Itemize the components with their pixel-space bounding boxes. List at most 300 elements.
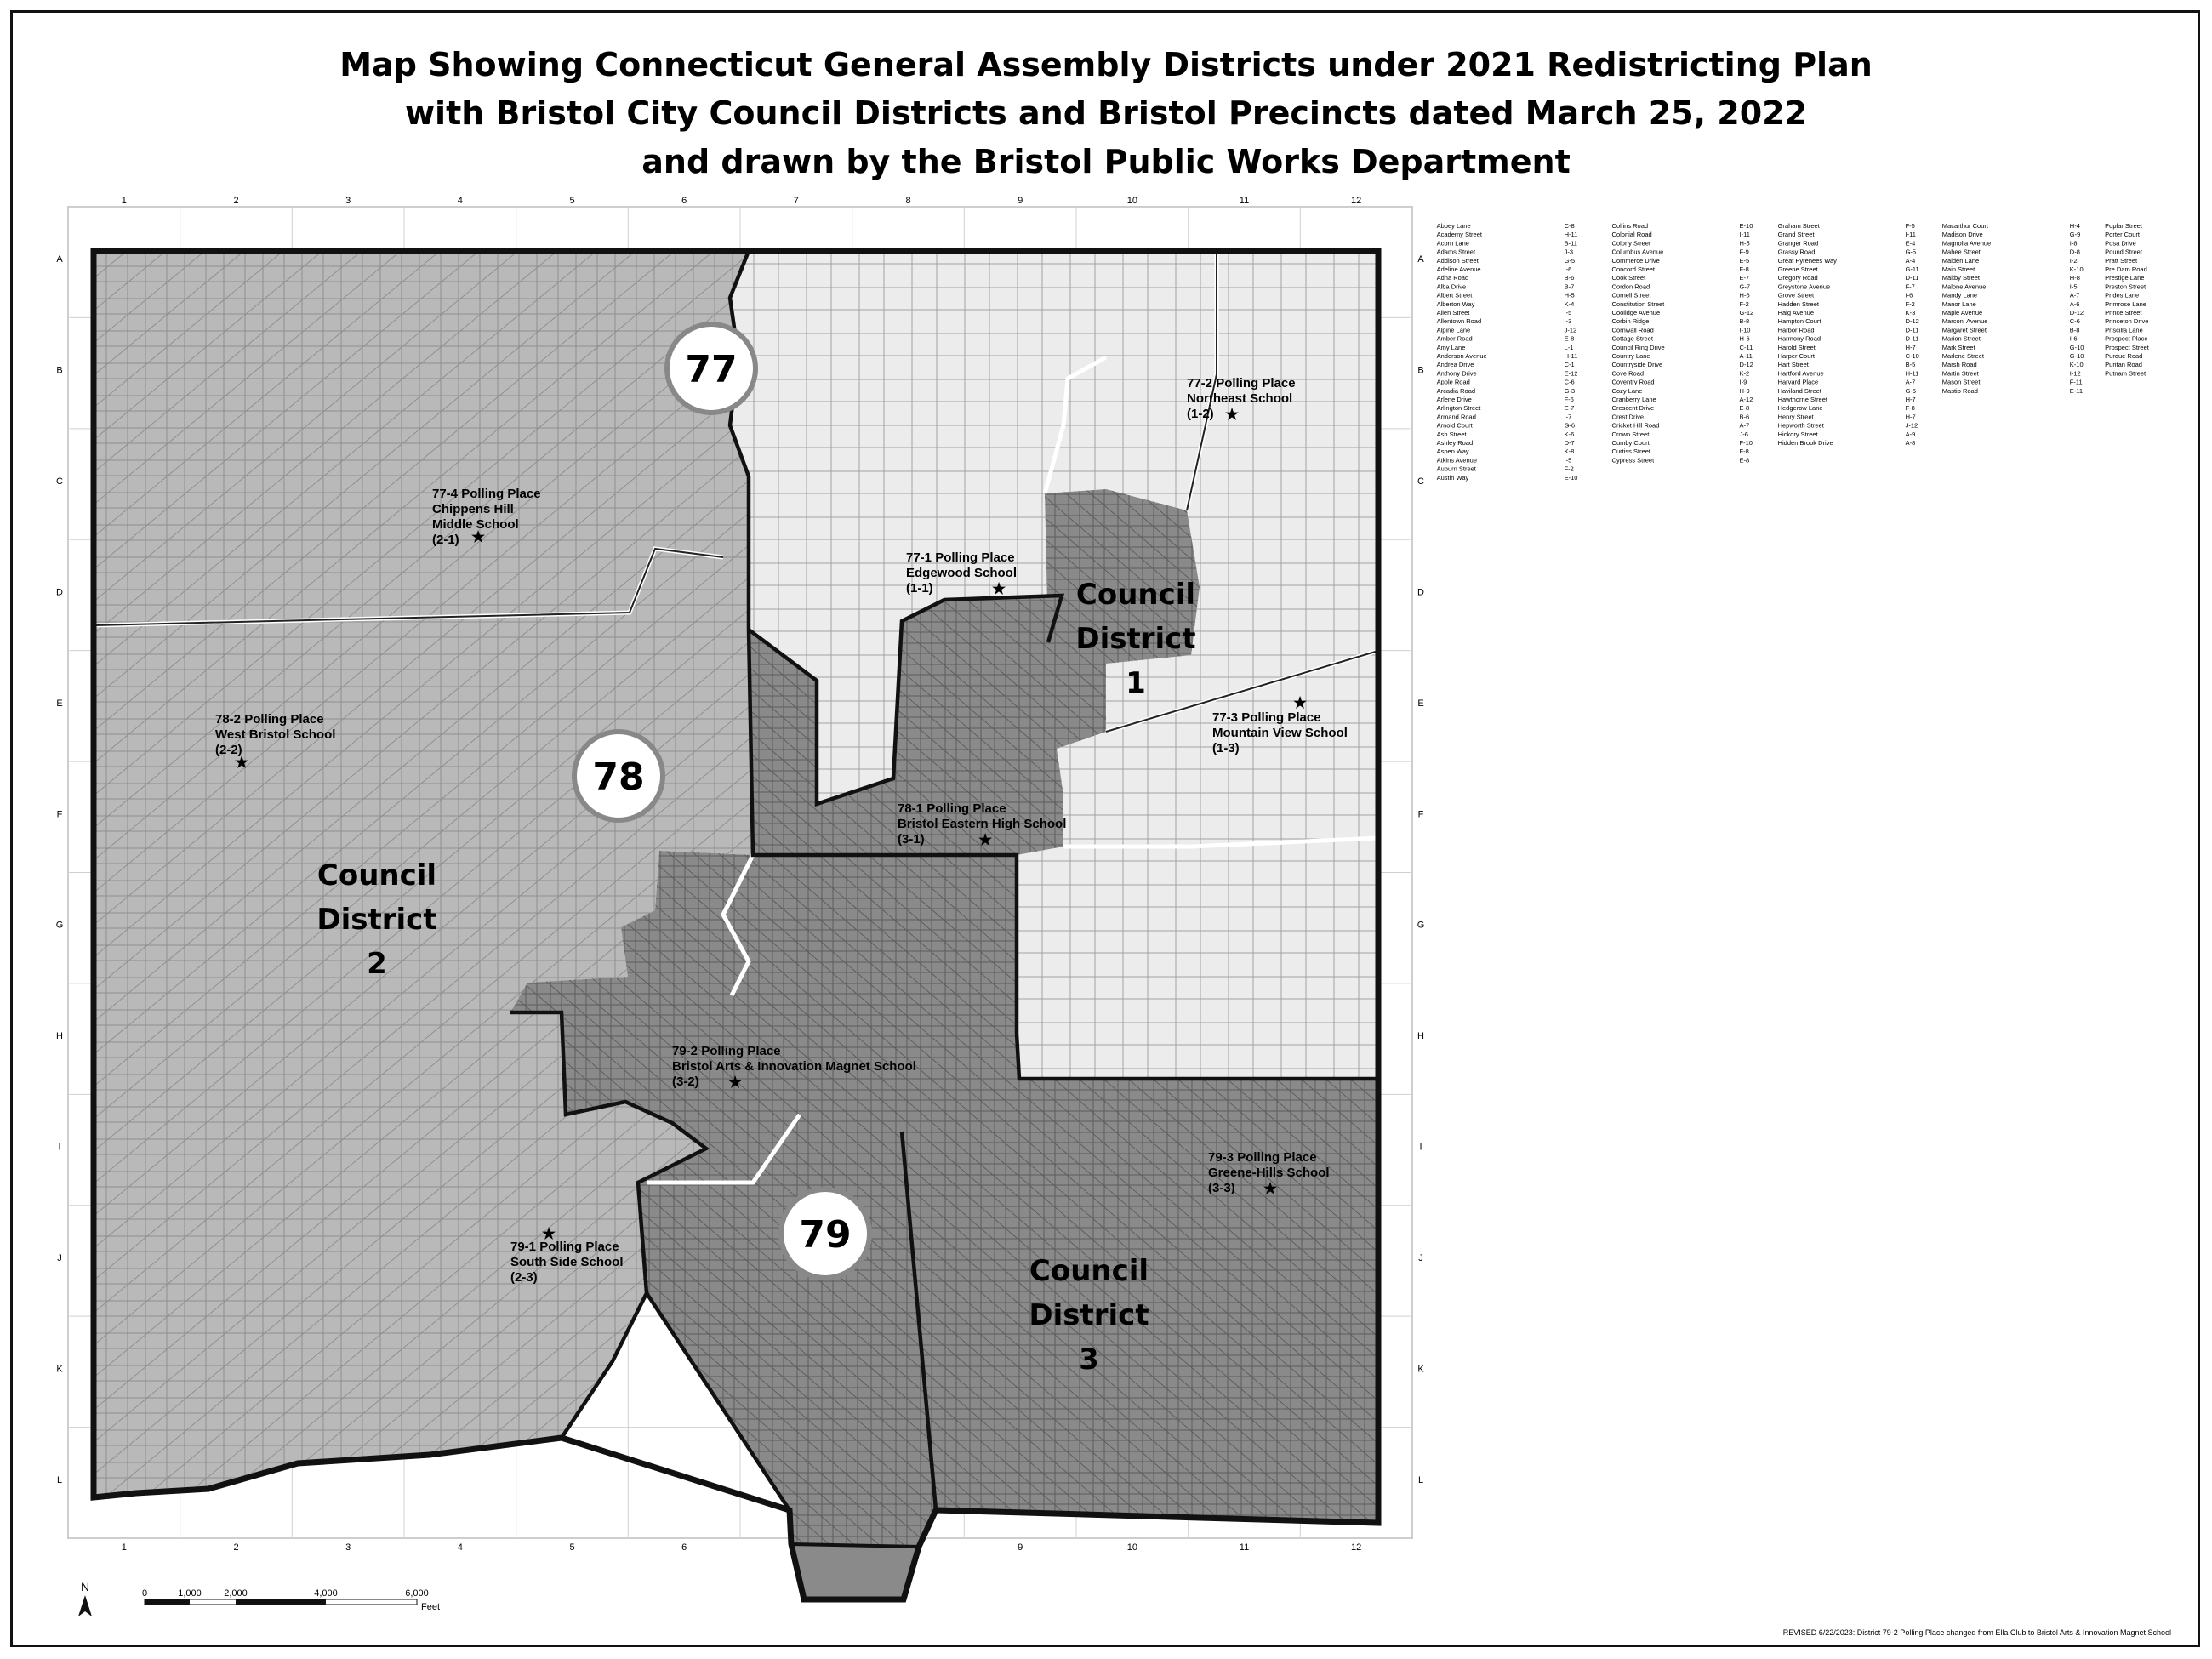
street-index-name: Andrea Drive [1436,361,1474,369]
street-index-name: Preston Street [2105,282,2146,291]
star-marker-icon: ★ [1263,1180,1278,1197]
pp-77-2-line-2: Northeast School [1187,391,1293,406]
grid-row-label: I [1419,1142,1422,1153]
grid-row-label: B [56,365,63,376]
grid-column-label: 11 [1239,1542,1250,1553]
north-arrow-icon [78,1580,92,1616]
pp-77-4-line-3: Middle School [432,517,519,532]
street-index-name: Madison Drive [1941,231,1983,239]
assembly-district-79-label: 79 [799,1213,852,1257]
pp-78-2-line-3: (2-2) [215,743,242,757]
pp-79-1-line-2: South Side School [510,1255,624,1269]
street-index-grid-ref: A-6 [2069,299,2080,308]
grid-row-label: F [1417,809,1424,820]
pp-77-4-line-4: (2-1) [432,533,459,547]
grid-column-label: 10 [1126,196,1137,206]
assembly-district-78 [574,732,663,820]
street-index-name: Great Pyrenees Way [1777,256,1837,265]
street-index-name: Alpine Lane [1436,326,1471,334]
grid-column-label: 6 [681,1542,687,1553]
street-index-name: Adams Street [1436,248,1476,256]
street-index-name: Ash Street [1436,430,1467,438]
street-index-name: Greystone Avenue [1777,282,1831,291]
street-index-grid-ref: K-8 [1564,448,1575,456]
street-index-name: Hampton Court [1777,317,1821,326]
street-index-grid-ref: G-10 [2069,343,2084,351]
street-index-name: Prestige Lane [2105,274,2145,282]
street-index-name: Prospect Street [2105,343,2149,351]
pp-79-2-line-2: Bristol Arts & Innovation Magnet School [672,1059,916,1074]
grid-column-label: 3 [345,1542,351,1553]
pp-77-3-line-2: Mountain View School [1212,726,1348,740]
pp-78-1-line-3: (3-1) [898,832,925,847]
street-index-grid-ref: H-5 [1739,239,1750,248]
revision-note: REVISED 6/22/2023: District 79-2 Polling Place changed from Ella Club to Bristol Arts & Innovation Magnet School [1782,1628,2171,1637]
street-index-name: Hadden Street [1777,299,1819,308]
street-index-name: Marsh Road [1941,361,1977,369]
street-index-grid-ref: A-7 [1905,378,1916,386]
street-index-grid-ref: E-10 [1564,473,1578,482]
street-index-grid-ref: C-11 [1739,343,1753,351]
street-index-name: Concord Street [1611,265,1656,273]
grid-column-label: 5 [569,1542,575,1553]
street-index-name: Harbor Road [1777,326,1815,334]
street-index-name: Acorn Lane [1436,239,1469,248]
pp-77-2-line-1: 77-2 Polling Place [1187,376,1296,391]
street-index-name: Crown Street [1611,430,1650,438]
grid-row-label: H [56,1031,63,1042]
grid-row-label: E [1417,698,1424,709]
street-index-grid-ref: A-9 [1905,430,1916,438]
street-index-grid-ref: I-5 [1564,309,1572,316]
street-index-grid-ref: D-11 [1905,274,1919,282]
street-index-name: Haviland Street [1777,386,1821,395]
street-index-name: Grassy Road [1777,248,1816,256]
street-index-grid-ref: D-12 [2069,309,2084,316]
street-index-name: Macarthur Court [1941,222,1988,230]
pp-79-3-line-2: Greene-Hills School [1208,1166,1330,1180]
street-index-grid-ref: K-10 [2069,265,2084,273]
pp-77-4-line-1: 77-4 Polling Place [432,487,541,501]
street-index-grid-ref: C-10 [1905,352,1919,360]
street-index-grid-ref: A-7 [2069,291,2080,299]
grid-row-label: F [56,809,63,820]
street-index-grid-ref: B-5 [1905,361,1916,369]
street-index-grid-ref: B-8 [1739,317,1750,326]
council-district-2-line-3: 2 [367,947,387,981]
street-index-grid-ref: G-7 [1739,282,1751,291]
street-index-name: Pound Street [2105,248,2142,256]
pp-77-3-line-3: (1-3) [1212,741,1240,755]
street-index-name: Amber Road [1436,334,1473,343]
street-index-name: Constitution Street [1611,299,1665,308]
street-index-name: Purdue Road [2105,352,2143,360]
street-index-name: Alberton Way [1436,299,1475,308]
street-index-grid-ref: F-8 [1739,265,1749,273]
street-index-name: Margaret Street [1941,326,1987,334]
street-index-name: Countryside Drive [1611,361,1663,369]
street-index-name: Alba Drive [1436,282,1467,291]
pp-78-2-line-2: West Bristol School [215,727,336,742]
street-index-grid-ref: F-2 [1905,299,1915,308]
street-index-grid-ref: I-9 [1739,378,1747,386]
street-index-name: Commerce Drive [1611,256,1660,265]
street-index-grid-ref: G-5 [1564,256,1576,265]
street-index-name: Grove Street [1777,291,1815,299]
street-index-name: Addison Street [1436,256,1479,265]
street-index-grid-ref: I-6 [1564,265,1572,273]
street-index-grid-ref: E-7 [1739,274,1750,282]
street-index-name: Coolidge Avenue [1611,309,1661,316]
grid-row-label: I [58,1142,61,1153]
street-index-name: Pre Dam Road [2105,265,2147,273]
street-index-grid-ref: F-7 [1905,282,1915,291]
star-marker-icon: ★ [978,831,993,848]
pp-77-1-line-2: Edgewood School [906,566,1017,580]
grid-row-label: C [56,476,63,487]
street-index-name: Hedgerow Lane [1777,404,1823,413]
street-index-name: Arlene Drive [1436,396,1472,403]
street-index-grid-ref: I-5 [2069,282,2078,291]
street-index-grid-ref: B-6 [1739,413,1750,421]
street-index-grid-ref: D-11 [1905,326,1919,334]
street-index-name: Apple Road [1436,378,1470,386]
street-index-name: Auburn Street [1436,465,1476,473]
street-index-name: Adeline Avenue [1436,265,1481,273]
grid-column-label: 6 [681,196,687,206]
street-index-grid-ref: H-4 [2069,222,2080,230]
pp-77-1-line-3: (1-1) [906,581,933,596]
street-index [1437,222,2212,482]
grid-column-label: 4 [457,1542,463,1553]
street-index-name: Abbey Lane [1436,222,1471,230]
grid-row-label: K [56,1364,63,1375]
pp-77-1-line-1: 77-1 Polling Place [906,550,1015,565]
street-index-name: Graham Street [1777,222,1820,230]
grid-column-label: 1 [121,196,127,206]
street-index-grid-ref: E-8 [1739,456,1750,465]
street-index-name: Magnolia Avenue [1941,239,1992,248]
street-index-grid-ref: A-4 [1905,256,1916,265]
street-index-name: Manor Lane [1941,299,1976,308]
street-index-name: Gregory Road [1777,274,1818,282]
street-index-grid-ref: K-10 [2069,361,2084,369]
street-index-grid-ref: H-5 [1564,291,1575,299]
star-marker-icon: ★ [235,754,249,771]
street-index-grid-ref: D-7 [1564,439,1575,447]
street-index-name: Henry Street [1777,413,1814,421]
grid-column-label: 10 [1126,1542,1137,1553]
street-index-name: Anderson Avenue [1436,352,1487,360]
street-index-grid-ref: E-8 [1739,404,1750,413]
grid-row-label: G [55,920,64,931]
pp-79-3-line-1: 79-3 Polling Place [1208,1150,1317,1165]
street-index-grid-ref: A-7 [1739,421,1750,430]
grid-column-label: 2 [233,196,239,206]
grid-column-label: 11 [1239,196,1250,206]
pp-77-3-line-1: 77-3 Polling Place [1212,710,1321,725]
grid-row-label: L [56,1474,63,1485]
street-index-grid-ref: I-6 [1905,291,1913,299]
street-index-name: Council Ring Drive [1611,343,1665,351]
street-index-name: Posa Drive [2105,239,2136,248]
street-index-name: Poplar Street [2105,222,2142,230]
street-index-name: Hawthorne Street [1777,396,1827,403]
title-line-3: and drawn by the Bristol Public Works Department [641,143,1571,180]
street-index-grid-ref: E-10 [1739,222,1753,230]
street-index-grid-ref: J-12 [1905,421,1918,430]
street-index-grid-ref: K-4 [1564,299,1575,308]
grid-column-label: 12 [1351,1542,1362,1553]
grid-row-label: A [1417,254,1424,265]
grid-column-label: 3 [345,196,351,206]
street-index-name: Mastio Road [1941,386,1978,395]
grid-column-label: 4 [457,196,463,206]
street-index-grid-ref: C-6 [2069,317,2080,326]
street-index-grid-ref: F-8 [1905,404,1915,413]
street-index-grid-ref: G-6 [1564,421,1576,430]
district-79-southern-extension [791,1544,919,1599]
street-index-grid-ref: F-11 [2069,378,2083,386]
council-district-2-line-2: District [316,903,437,937]
council-district-1-line-2: District [1075,622,1196,656]
street-index-grid-ref: I-12 [2069,369,2081,378]
street-index-name: Colonial Road [1611,231,1652,239]
street-index-grid-ref: K-2 [1739,369,1750,378]
street-index-grid-ref: I-8 [2069,239,2078,248]
grid-row-label: H [1417,1031,1424,1042]
street-index-name: Prides Lane [2105,291,2140,299]
street-index-grid-ref: D-8 [2069,248,2080,256]
pp-79-1-line-3: (2-3) [510,1270,538,1285]
street-index-grid-ref: H-11 [1564,352,1578,360]
street-index-name: Malone Avenue [1941,282,1987,291]
street-index-name: Amy Lane [1436,343,1466,351]
street-index-name: Hartford Avenue [1777,369,1824,378]
street-index-name: Cornwall Road [1611,326,1654,334]
street-index-grid-ref: H-6 [1739,334,1750,343]
grid-column-label: 8 [905,196,911,206]
grid-row-label: B [1417,365,1424,376]
street-index-grid-ref: E-8 [1564,334,1575,343]
pp-77-4-line-2: Chippens Hill [432,502,514,516]
grid-row-label: E [56,698,63,709]
street-index-name: Harper Court [1777,352,1815,360]
street-index-name: Haig Avenue [1777,309,1815,316]
street-index-grid-ref: B-6 [1564,274,1575,282]
star-marker-icon: ★ [1293,694,1308,711]
street-index-grid-ref: H-11 [1905,369,1919,378]
street-index-name: Cranberry Lane [1611,396,1656,403]
street-index-grid-ref: H-7 [1905,343,1916,351]
scale-label-2: 2,000 [224,1588,248,1599]
grid-row-label: D [1417,587,1424,598]
street-index-grid-ref: D-11 [1905,334,1919,343]
street-index-name: Granger Road [1777,239,1819,248]
street-index-grid-ref: D-12 [1905,317,1919,326]
star-marker-icon: ★ [1225,406,1240,423]
street-index-name: Ashley Road [1436,439,1474,447]
scale-unit: Feet [421,1602,441,1612]
street-index-name: Corbin Ridge [1611,317,1650,326]
grid-row-label: D [56,587,63,598]
street-index-name: Hidden Brook Drive [1777,439,1833,447]
street-index-name: Aspen Way [1436,448,1469,456]
grid-column-label: 2 [233,1542,239,1553]
grid-row-label: A [56,254,63,265]
street-index-name: Arnold Court [1436,421,1473,430]
grid-column-label: 9 [1018,1542,1023,1553]
street-index-name: Greene Street [1777,265,1818,273]
street-index-grid-ref: F-6 [1564,396,1574,403]
street-index-grid-ref: K-6 [1564,430,1575,438]
street-index-grid-ref: G-5 [1905,386,1917,395]
street-index-name: Martin Street [1941,369,1979,378]
street-index-grid-ref: I-10 [1739,326,1751,334]
street-index-grid-ref: E-4 [1905,239,1916,248]
street-index-name: Puritan Road [2105,361,2142,369]
street-index-name: Cypress Street [1611,456,1655,465]
scale-label-4: 6,000 [405,1588,429,1599]
title-line-1: Map Showing Connecticut General Assembly Districts under 2021 Redistricting Plan [339,46,1873,83]
star-marker-icon: ★ [992,580,1006,597]
street-index-name: Priscilla Lane [2105,326,2143,334]
street-index-grid-ref: I-7 [1564,413,1572,421]
pp-79-2-line-1: 79-2 Polling Place [672,1044,781,1058]
street-index-name: Colony Street [1611,239,1651,248]
street-index-name: Cornell Street [1611,291,1651,299]
council-district-1-line-1: Council [1075,578,1196,612]
street-index-grid-ref: G-3 [1564,386,1576,395]
grid-column-label: 12 [1351,196,1362,206]
pp-78-1-line-1: 78-1 Polling Place [898,801,1006,816]
pp-78-1-line-2: Bristol Eastern High School [898,817,1067,831]
grid-column-label: 9 [1018,196,1023,206]
assembly-district-79 [781,1189,869,1278]
street-index-name: Mark Street [1941,343,1975,351]
street-index-grid-ref: F-10 [1739,439,1753,447]
street-index-name: Anthony Drive [1436,369,1477,378]
street-index-name: Austin Way [1436,473,1469,482]
grid-column-label: 7 [793,196,799,206]
street-index-name: Academy Street [1436,231,1482,239]
scale-label-3: 4,000 [314,1588,338,1599]
street-index-name: Prospect Place [2105,334,2148,343]
street-index-grid-ref: L-1 [1564,343,1574,351]
street-index-grid-ref: A-8 [1905,439,1916,447]
street-index-grid-ref: I-6 [2069,334,2078,343]
street-index-name: Cozy Lane [1611,386,1643,395]
council-district-3-line-2: District [1029,1298,1149,1332]
street-index-grid-ref: I-11 [1905,231,1916,239]
street-index-grid-ref: C-8 [1564,222,1575,230]
council-district-1-line-3: 1 [1126,666,1146,700]
street-index-name: Country Lane [1611,352,1650,360]
pp-77-2-line-3: (1-2) [1187,407,1214,421]
street-index-name: Marconi Avenue [1941,317,1988,326]
street-index-grid-ref: H-11 [1564,231,1578,239]
street-index-grid-ref: C-1 [1564,361,1575,369]
street-index-name: Maiden Lane [1941,256,1980,265]
street-index-grid-ref: I-11 [1739,231,1750,239]
street-index-grid-ref: H-7 [1905,396,1916,403]
street-index-grid-ref: F-2 [1739,299,1749,308]
street-index-grid-ref: H-6 [1739,291,1750,299]
street-index-name: Harvard Place [1777,378,1819,386]
street-index-name: Cumby Court [1611,439,1650,447]
street-index-name: Curtiss Street [1611,448,1650,456]
street-index-name: Cordon Road [1611,282,1650,291]
street-index-name: Harmony Road [1777,334,1821,343]
street-index-grid-ref: A-12 [1739,396,1753,403]
north-label: N [80,1580,90,1593]
pp-79-1-line-1: 79-1 Polling Place [510,1240,619,1254]
scale-bar [142,1588,440,1612]
street-index-grid-ref: J-3 [1564,248,1574,256]
grid-row-label: J [1418,1252,1423,1263]
street-index-grid-ref: I-2 [2069,256,2078,265]
street-index-grid-ref: B-8 [2069,326,2080,334]
street-index-name: Allen Street [1436,309,1470,316]
street-index-name: Adna Road [1436,274,1469,282]
street-index-name: Collins Road [1611,222,1649,230]
street-index-name: Pratt Street [2105,256,2138,265]
street-index-grid-ref: E-5 [1739,256,1750,265]
street-index-grid-ref: K-3 [1905,309,1916,316]
street-index-name: Crescent Drive [1611,404,1655,413]
street-index-name: Columbus Avenue [1611,248,1664,256]
street-index-grid-ref: G-11 [1905,265,1919,273]
scale-label-1: 1,000 [178,1588,202,1599]
street-index-name: Arlington Street [1436,404,1481,413]
star-marker-icon: ★ [728,1074,743,1091]
street-index-grid-ref: H-9 [1739,386,1750,395]
grid-row-label: G [1417,920,1425,931]
street-index-name: Grand Street [1777,231,1815,239]
star-marker-icon: ★ [542,1225,556,1242]
street-index-grid-ref: B-11 [1564,239,1577,248]
street-index-name: Princeton Drive [2105,317,2149,326]
assembly-district-78-label: 78 [592,755,645,799]
street-index-grid-ref: F-5 [1905,222,1915,230]
street-index-name: Crest Drive [1611,413,1645,421]
street-index-grid-ref: E-7 [1564,404,1575,413]
street-index-name: Porter Court [2105,231,2141,239]
street-index-grid-ref: E-12 [1564,369,1578,378]
grid-column-label: 5 [569,196,575,206]
street-index-name: Harold Street [1777,343,1816,351]
grid-row-label: C [1417,476,1424,487]
street-index-name: Cricket Hill Road [1611,421,1660,430]
street-index-name: Coventry Road [1611,378,1655,386]
street-index-grid-ref: H-7 [1905,413,1916,421]
council-district-3-line-1: Council [1029,1254,1149,1288]
street-index-grid-ref: H-8 [2069,274,2080,282]
street-index-grid-ref: A-11 [1739,352,1753,360]
street-index-name: Mason Street [1941,378,1981,386]
street-index-grid-ref: I-5 [1564,456,1572,465]
street-index-grid-ref: G-10 [2069,352,2084,360]
street-index-name: Arcadia Road [1436,386,1476,395]
street-index-name: Allentown Road [1436,317,1482,326]
street-index-grid-ref: D-12 [1739,361,1753,369]
grid-row-label: L [1417,1474,1424,1485]
pp-79-2-line-3: (3-2) [672,1075,699,1089]
street-index-grid-ref: F-2 [1564,465,1574,473]
title-line-2: with Bristol City Council Districts and Bristol Precincts dated March 25, 2022 [404,94,1808,132]
street-index-name: Putnam Street [2105,369,2146,378]
street-index-grid-ref: G-5 [1905,248,1917,256]
